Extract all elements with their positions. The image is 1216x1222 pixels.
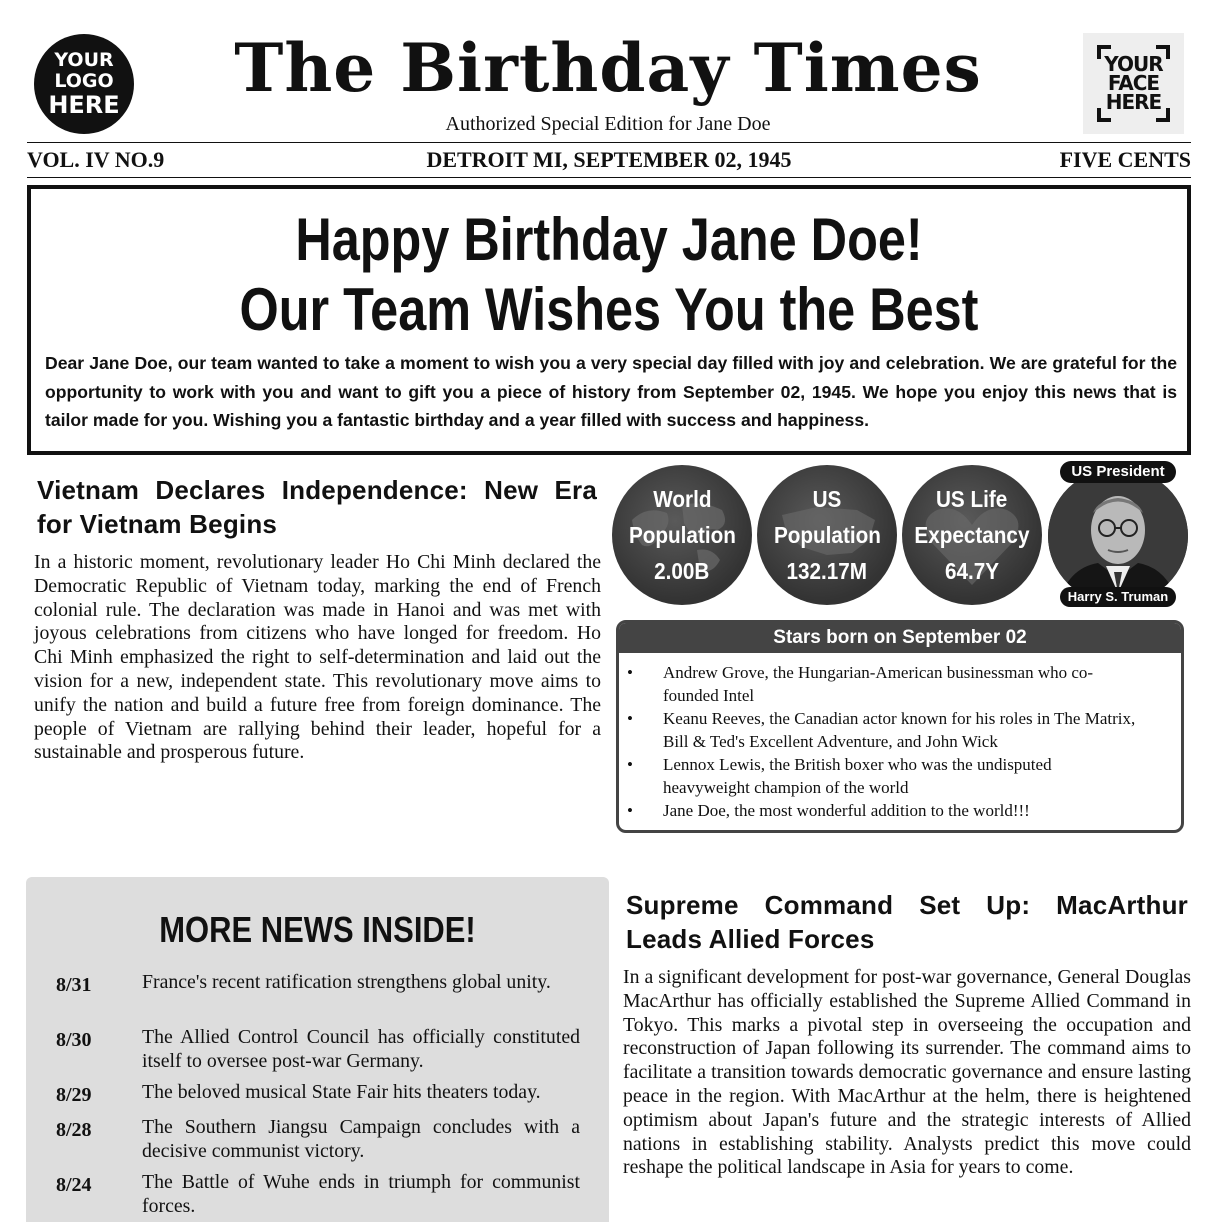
star-entry: Jane Doe, the most wonderful addition to the world!!! bbox=[663, 801, 1030, 820]
logo-placeholder bbox=[34, 34, 134, 134]
news-date: 8/31 bbox=[56, 974, 92, 996]
news-date: 8/28 bbox=[56, 1119, 92, 1141]
face-placeholder-text bbox=[1104, 52, 1163, 114]
news-headline: France's recent ratification strengthens global unity. bbox=[142, 971, 551, 993]
stat-label: World bbox=[652, 486, 712, 512]
article-1-body: In a historic moment, revolutionary leader Ho Chi Minh declared the Democratic Republic of Vietnam today, marking the end of French colonial rule. The declaration was made in Hanoi and was met with joyous celebrations from citizens who have longed for freedom. Ho Chi Minh emphasized the right to self-determination and laid out the vision for a new, independent state. This revolutionary move aims to unify the nation and build a future free from foreign dominance. The people of Vietnam are rallying behind their leader, hopeful for a sustainable and prosperous future. bbox=[34, 551, 601, 764]
logo-text-line: LOGO bbox=[54, 70, 114, 92]
price: FIVE CENTS bbox=[1059, 147, 1191, 172]
news-headline: The beloved musical State Fair hits theaters today. bbox=[142, 1081, 541, 1103]
more-news-title: MORE NEWS INSIDE! bbox=[159, 909, 476, 950]
stat-us-population bbox=[757, 465, 897, 605]
newspaper-title: The Birthday Times bbox=[234, 29, 982, 107]
bullet-icon: • bbox=[627, 801, 633, 820]
article-2-headline: Supreme Command Set Up: MacArthur Leads Allied Forces bbox=[626, 890, 1188, 954]
article-2-body: In a significant development for post-war governance, General Douglas MacArthur has officially established the Supreme Allied Command in Tokyo. This marks a pivotal step in overseeing the occupation and reconstruction of Japan following its surrender. The command aims to facilitate a transition towards democratic governance and ensure lasting peace in the region. With MacArthur at the helm, there is heightened optimism about Japan's future and the strategic interests of Allied nations in establishing stability. Analysts predict this move could reshape the political landscape in Asia for years to come. bbox=[623, 966, 1191, 1179]
greeting-headline-2: Our Team Wishes You the Best bbox=[239, 276, 979, 343]
face-photo-placeholder bbox=[1083, 33, 1184, 134]
logo-text-line: HERE bbox=[48, 91, 120, 119]
header-rule-bottom bbox=[27, 177, 1191, 178]
list-item bbox=[627, 753, 1141, 799]
stat-label: Population bbox=[628, 522, 736, 548]
article-1-headline: Vietnam Declares Independence: New Era for Vietnam Begins bbox=[37, 475, 597, 539]
president-name: Harry S. Truman bbox=[1060, 587, 1176, 607]
star-entry: Lennox Lewis, the British boxer who was the undisputed heavyweight champion of the world bbox=[663, 755, 1052, 797]
list-item bbox=[627, 799, 1141, 822]
news-date: 8/29 bbox=[56, 1084, 92, 1106]
volume-number: VOL. IV NO.9 bbox=[27, 147, 165, 172]
star-entry: Andrew Grove, the Hungarian-American businessman who co-founded Intel bbox=[663, 663, 1094, 705]
news-headline: The Southern Jiangsu Campaign concludes with a decisive communist victory. bbox=[142, 1116, 580, 1162]
stat-us-life-expectancy bbox=[902, 465, 1042, 605]
list-item bbox=[627, 661, 1141, 707]
star-entry: Keanu Reeves, the Canadian actor known for his roles in The Matrix, Bill & Ted's Excellent Adventure, and John Wick bbox=[663, 709, 1136, 751]
greeting-message: Dear Jane Doe, our team wanted to take a moment to wish you a very special day filled with joy and celebration. We are grateful for the opportunity to work with you and want to gift you a piece of history from September 02, 1945. We hope you enjoy this news that is tailor made for you. Wishing you a fantastic birthday and a year filled with success and happiness. bbox=[45, 353, 1177, 430]
bullet-icon: • bbox=[627, 663, 633, 682]
edition-subtitle: Authorized Special Edition for Jane Doe bbox=[445, 113, 771, 135]
frame-corner-icon bbox=[1097, 45, 1111, 59]
stat-value: 132.17M bbox=[786, 558, 868, 584]
frame-corner-icon bbox=[1097, 108, 1111, 122]
news-date: 8/24 bbox=[56, 1174, 92, 1196]
news-headline: The Battle of Wuhe ends in triumph for communist forces. bbox=[142, 1171, 580, 1217]
dateline bbox=[27, 146, 1191, 174]
stat-world-population bbox=[612, 465, 752, 605]
stat-value: 2.00B bbox=[654, 558, 710, 584]
stat-label: US bbox=[812, 486, 842, 512]
stars-list bbox=[619, 653, 1181, 822]
president-label: US President bbox=[1060, 461, 1176, 483]
frame-corner-icon bbox=[1156, 45, 1170, 59]
news-headline: The Allied Control Council has officially constituted itself to oversee post-war Germany. bbox=[142, 1026, 580, 1072]
president-card bbox=[1048, 463, 1188, 604]
stat-value: 64.7Y bbox=[944, 558, 1000, 584]
place-date: DETROIT MI, SEPTEMBER 02, 1945 bbox=[426, 147, 792, 172]
bullet-icon: • bbox=[627, 755, 633, 774]
news-date: 8/30 bbox=[56, 1029, 92, 1051]
frame-corner-icon bbox=[1156, 108, 1170, 122]
stars-born-box bbox=[616, 620, 1184, 833]
greeting-headline-1: Happy Birthday Jane Doe! bbox=[295, 206, 923, 273]
logo-text-line: YOUR bbox=[54, 49, 114, 71]
birthday-greeting-box bbox=[27, 185, 1191, 455]
stat-label: Expectancy bbox=[914, 522, 1030, 548]
stat-label: Population bbox=[773, 522, 881, 548]
stars-born-title: Stars born on September 02 bbox=[619, 623, 1181, 653]
face-text-line: YOUR bbox=[1104, 52, 1163, 76]
more-news-panel bbox=[26, 877, 609, 1222]
bullet-icon: • bbox=[627, 709, 633, 728]
face-text-line: FACE bbox=[1107, 71, 1160, 95]
president-portrait bbox=[1048, 468, 1188, 604]
stat-label: US Life bbox=[936, 486, 1008, 512]
portrait-illustration bbox=[1048, 468, 1188, 604]
list-item bbox=[627, 707, 1141, 753]
face-text-line: HERE bbox=[1105, 90, 1162, 114]
header-rule-top bbox=[27, 142, 1191, 143]
